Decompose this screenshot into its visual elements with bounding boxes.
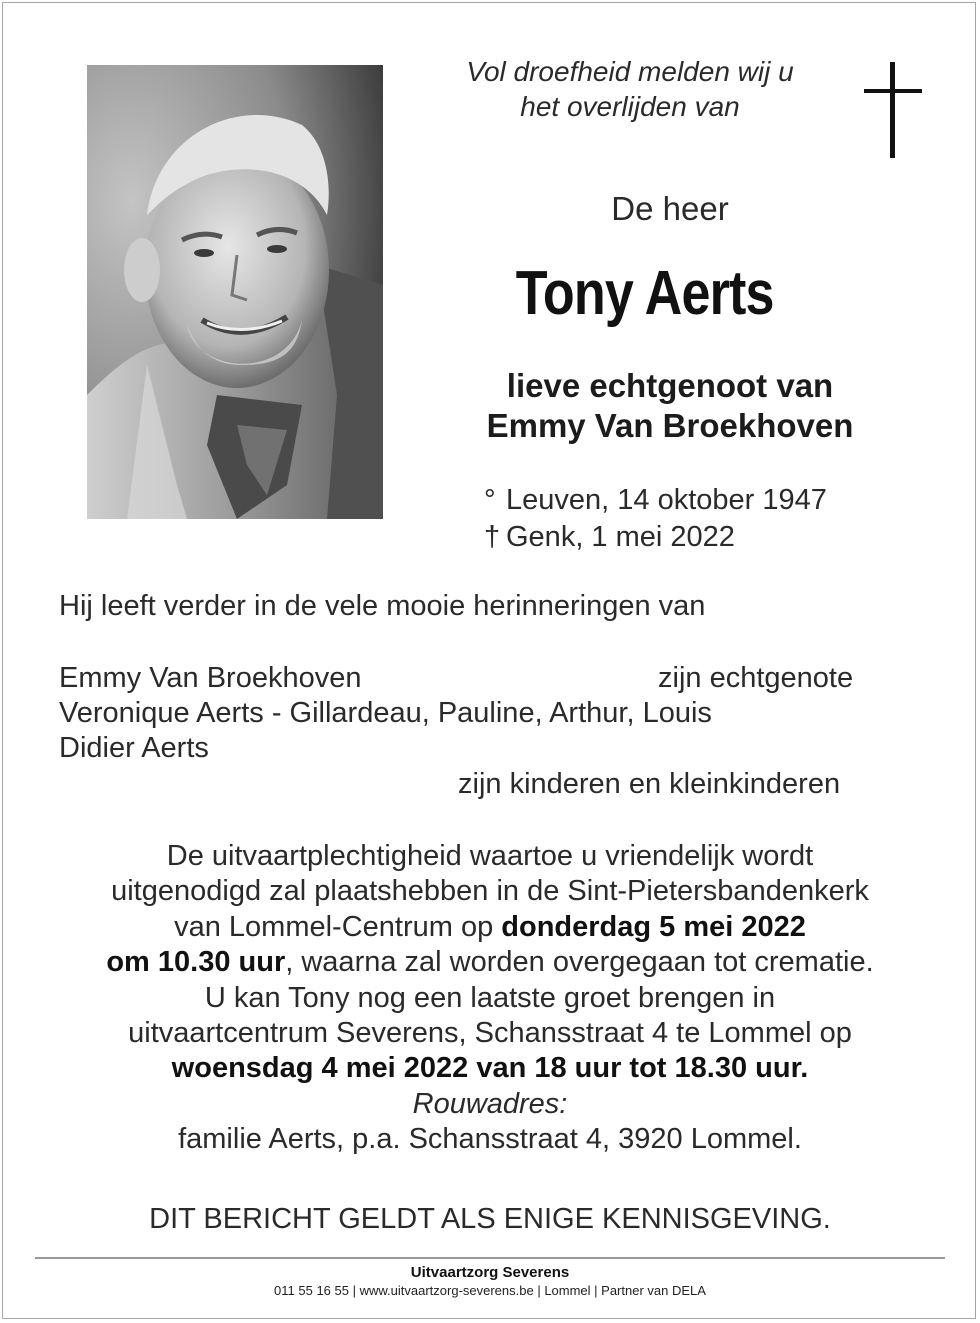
visitation-time: woensdag 4 mei 2022 van 18 uur tot 18.30 uur. — [171, 1052, 809, 1085]
intro-text — [410, 54, 850, 124]
spouse-line-1: lieve echtgenoot van — [506, 367, 834, 404]
relative-name: Didier Aerts — [59, 732, 209, 764]
funeral-line — [50, 910, 930, 945]
intro-line-1: Vol droefheid melden wij u — [466, 56, 794, 87]
portrait-photo — [87, 65, 383, 519]
funeral-text: , waarna zal worden overgegaan tot crematie. — [285, 946, 874, 979]
funeral-line — [50, 945, 930, 980]
birth-line — [484, 482, 827, 519]
relative-name: Veronique Aerts - Gillardeau, Pauline, Arthur, Louis — [59, 697, 712, 729]
funeral-line: U kan Tony nog een laatste groet brengen in — [204, 981, 776, 1014]
relative-name: Emmy Van Broekhoven — [59, 662, 362, 694]
spouse-line-2: Emmy Van Broekhoven — [486, 407, 854, 444]
honorific: De heer — [611, 190, 729, 227]
intro-line-2: het overlijden van — [520, 91, 740, 122]
footer-divider — [35, 1257, 945, 1259]
funeral-home-contact: 011 55 16 55 | www.uitvaartzorg-severens.be | Lommel | Partner van DELA — [274, 1283, 706, 1298]
relative-role: zijn echtgenote — [658, 662, 854, 694]
spouse-block — [440, 366, 900, 446]
birth-symbol: ° — [484, 484, 496, 516]
birth-date: Leuven, 14 oktober 1947 — [506, 484, 827, 516]
relative-role: zijn kinderen en kleinkinderen — [458, 768, 841, 800]
funeral-text: van Lommel-Centrum op — [174, 910, 502, 943]
funeral-line: De uitvaartplechtigheid waartoe u vriendelijk wordt — [166, 840, 814, 872]
funeral-details — [50, 839, 930, 1158]
address-label: Rouwadres: — [412, 1087, 568, 1120]
notice-text: DIT BERICHT GELDT ALS ENIGE KENNISGEVING. — [149, 1203, 831, 1235]
funeral-home-name: Uitvaartzorg Severens — [410, 1264, 570, 1281]
life-dates — [484, 482, 827, 556]
deceased-name: Tony Aerts — [515, 259, 774, 328]
death-symbol: † — [484, 521, 501, 553]
funeral-line — [50, 1087, 930, 1122]
funeral-line: uitgenodigd zal plaatshebben in de Sint-Pietersbandenkerk — [111, 875, 869, 908]
funeral-line — [50, 1051, 930, 1086]
mourning-address: familie Aerts, p.a. Schansstraat 4, 3920 Lommel. — [178, 1123, 802, 1156]
cross-icon — [864, 62, 922, 158]
memories-lead: Hij leeft verder in de vele mooie herinneringen van — [59, 590, 706, 622]
funeral-time: om 10.30 uur — [106, 946, 286, 979]
death-date: Genk, 1 mei 2022 — [506, 521, 735, 553]
funeral-date: donderdag 5 mei 2022 — [501, 910, 806, 943]
death-line — [484, 519, 827, 556]
funeral-line: uitvaartcentrum Severens, Schansstraat 4 te Lommel op — [128, 1017, 852, 1050]
